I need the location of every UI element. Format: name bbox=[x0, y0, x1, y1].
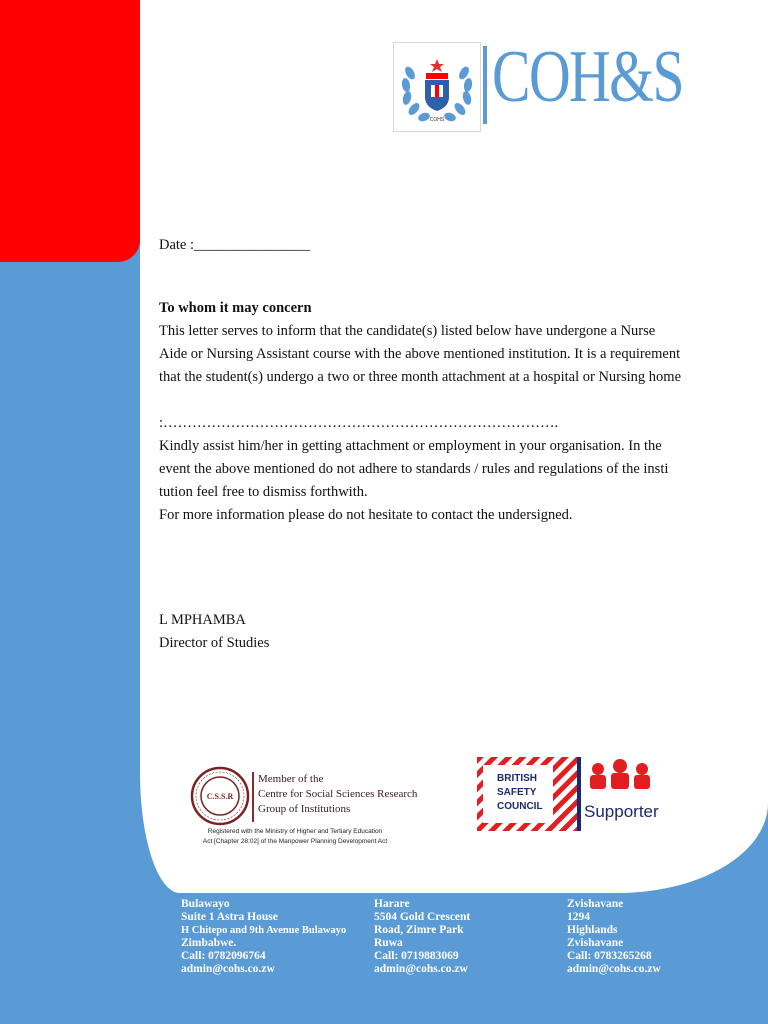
footer-email[interactable]: admin@cohs.co.zw bbox=[567, 963, 661, 975]
footer-line: Highlands bbox=[567, 924, 618, 936]
svg-text:COHS: COHS bbox=[429, 117, 445, 123]
paragraph-line: For more information please do not hesitate to contact the undersigned. bbox=[159, 507, 573, 523]
cohs-logo-text: COH&S bbox=[492, 36, 684, 118]
paragraph-line: This letter serves to inform that the candidate(s) listed below have undergone a Nurse bbox=[159, 323, 656, 339]
footer-line: Call: 0783265268 bbox=[567, 950, 652, 962]
footer-email[interactable]: admin@cohs.co.zw bbox=[374, 963, 468, 975]
svg-text:Supporter: Supporter bbox=[584, 802, 659, 821]
blank-line bbox=[159, 389, 749, 412]
svg-text:C.S.S.R: C.S.S.R bbox=[206, 792, 234, 801]
signatory-title: Director of Studies bbox=[159, 635, 270, 651]
cohs-emblem bbox=[393, 42, 481, 132]
paragraph-line: Kindly assist him/her in getting attachment or employment in your organisation. In the bbox=[159, 438, 662, 454]
footer-line: Call: 0719883069 bbox=[374, 950, 459, 962]
date-line: Date :________________ bbox=[159, 237, 311, 253]
paragraph-line: event the above mentioned do not adhere to standards / rules and regulations of the insti bbox=[159, 461, 669, 477]
cssr-line: Group of Institutions bbox=[258, 803, 351, 815]
logo-divider bbox=[483, 46, 487, 124]
cssr-membership-text bbox=[258, 772, 417, 817]
cssr-divider bbox=[252, 772, 254, 822]
svg-text:BRITISH: BRITISH bbox=[497, 773, 537, 784]
letter-body bbox=[159, 297, 749, 527]
footer-line: Ruwa bbox=[374, 937, 403, 949]
red-side-band bbox=[0, 0, 140, 262]
registration-note bbox=[185, 827, 405, 847]
cssr-line: Centre for Social Sciences Research bbox=[258, 788, 418, 800]
cssr-line: Member of the bbox=[258, 773, 324, 785]
footer-line: 1294 bbox=[567, 911, 590, 923]
footer-line: Harare bbox=[374, 898, 410, 910]
salutation: To whom it may concern bbox=[159, 300, 312, 316]
footer-line: Zvishavane bbox=[567, 898, 624, 910]
paragraph-line: tution feel free to dismiss forthwith. bbox=[159, 484, 368, 500]
cssr-seal bbox=[190, 766, 250, 831]
paragraph-line: Aide or Nursing Assistant course with the above mentioned institution. It is a requirement bbox=[159, 346, 681, 362]
svg-text:COUNCIL: COUNCIL bbox=[497, 801, 543, 812]
british-safety-council-logo bbox=[477, 757, 674, 831]
footer-line: Suite 1 Astra House bbox=[181, 911, 278, 923]
footer-harare bbox=[374, 898, 470, 976]
footer-line: H Chitepo and 9th Avenue Bulawayo bbox=[181, 925, 347, 936]
footer-bulawayo bbox=[181, 898, 346, 976]
footer-line: Zimbabwe. bbox=[181, 937, 237, 949]
cohs-crest-icon bbox=[394, 43, 480, 131]
footer-line: Road, Zimre Park bbox=[374, 924, 464, 936]
footer-line: Zvishavane bbox=[567, 937, 624, 949]
footer-zvishavane bbox=[567, 898, 661, 976]
footer-line: Call: 0782096764 bbox=[181, 950, 266, 962]
footer-line: Bulawayo bbox=[181, 898, 230, 910]
people-icon bbox=[590, 759, 650, 789]
reg-line: Registered with the Ministry of Higher and Tertiary Education bbox=[207, 828, 383, 835]
footer-email[interactable]: admin@cohs.co.zw bbox=[181, 963, 275, 975]
paragraph-line: that the student(s) undergo a two or three month attachment at a hospital or Nursing home bbox=[159, 369, 682, 385]
signature-block bbox=[159, 609, 269, 655]
svg-text:SAFETY: SAFETY bbox=[497, 787, 537, 798]
signatory-name: L MPHAMBA bbox=[159, 612, 246, 628]
footer-line: 5504 Gold Crescent bbox=[374, 911, 471, 923]
cssr-seal-icon bbox=[190, 766, 250, 826]
reg-line: Act [Chapter 28:02] of the Manpower Planning Development Act bbox=[202, 838, 388, 845]
candidate-dotted-line: :………………………………………………………………………. bbox=[159, 415, 559, 431]
